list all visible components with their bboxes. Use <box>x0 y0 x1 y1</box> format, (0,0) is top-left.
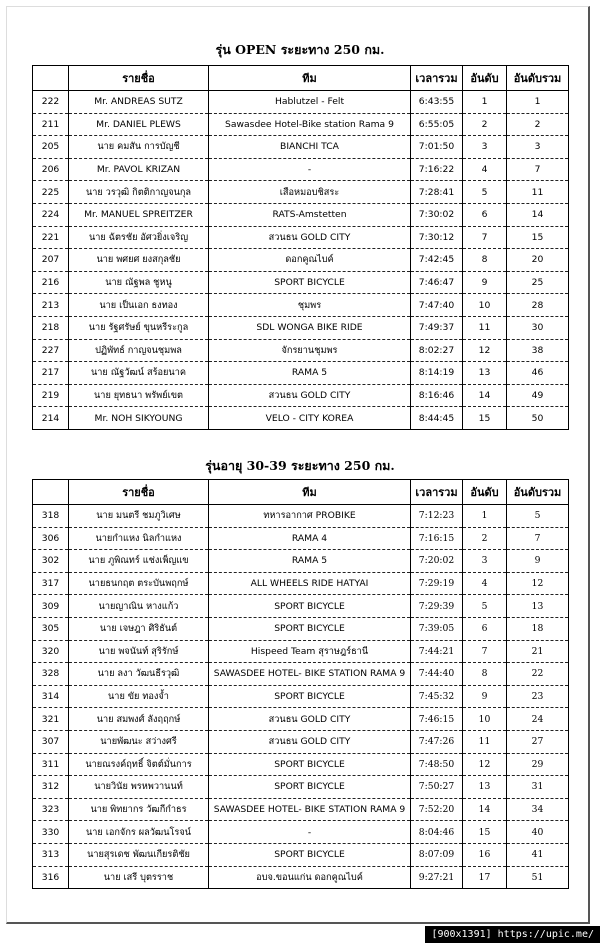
team-name-cell: Hispeed Team สุราษฎร์ธานี <box>209 640 411 663</box>
total-time-cell: 7:47:26 <box>411 730 463 753</box>
overall-rank-cell: 1 <box>507 91 569 114</box>
table-row <box>33 226 569 249</box>
rider-name-cell: นาย เสรี บุตรราช <box>69 866 209 889</box>
bib-number-cell: 211 <box>33 113 69 136</box>
total-time-cell: 8:02:27 <box>411 339 463 362</box>
overall-rank-cell: 25 <box>507 271 569 294</box>
class-rank-cell: 13 <box>463 776 507 799</box>
overall-rank-cell: 20 <box>507 249 569 272</box>
total-time-cell: 7:20:02 <box>411 550 463 573</box>
bib-number-cell: 219 <box>33 384 69 407</box>
column-header: อันดับรวม <box>507 480 569 505</box>
bib-number-cell: 224 <box>33 203 69 226</box>
table-row <box>33 866 569 889</box>
overall-rank-cell: 40 <box>507 821 569 844</box>
table-row <box>33 316 569 339</box>
team-name-cell: - <box>209 158 411 181</box>
team-name-cell: SDL WONGA BIKE RIDE <box>209 316 411 339</box>
bib-number-cell: 328 <box>33 663 69 686</box>
class-rank-cell: 11 <box>463 730 507 753</box>
table-row <box>33 730 569 753</box>
overall-rank-cell: 23 <box>507 685 569 708</box>
table-row <box>33 550 569 573</box>
bib-number-cell: 321 <box>33 708 69 731</box>
table-row <box>33 113 569 136</box>
total-time-cell: 7:50:27 <box>411 776 463 799</box>
bib-number-cell: 318 <box>33 505 69 528</box>
column-header: ทีม <box>209 66 411 91</box>
team-name-cell: SPORT BICYCLE <box>209 595 411 618</box>
table-row <box>33 339 569 362</box>
rider-name-cell: นาย วรวุฒิ กิตติกาญจนกุล <box>69 181 209 204</box>
bib-number-cell: 312 <box>33 776 69 799</box>
class-rank-cell: 5 <box>463 595 507 618</box>
image-host-footer: [900x1391] https://upic.me/ <box>425 926 600 943</box>
overall-rank-cell: 49 <box>507 384 569 407</box>
team-name-cell: SPORT BICYCLE <box>209 617 411 640</box>
bib-number-cell: 216 <box>33 271 69 294</box>
team-name-cell: จักรยานชุมพร <box>209 339 411 362</box>
column-header: อันดับ <box>463 66 507 91</box>
total-time-cell: 7:42:45 <box>411 249 463 272</box>
bib-number-cell: 222 <box>33 91 69 114</box>
class-rank-cell: 12 <box>463 753 507 776</box>
total-time-cell: 9:27:21 <box>411 866 463 889</box>
team-name-cell: สวนธน GOLD CITY <box>209 384 411 407</box>
bib-number-cell: 307 <box>33 730 69 753</box>
overall-rank-cell: 30 <box>507 316 569 339</box>
table-row <box>33 384 569 407</box>
total-time-cell: 8:04:46 <box>411 821 463 844</box>
table-row <box>33 663 569 686</box>
overall-rank-cell: 38 <box>507 339 569 362</box>
column-header <box>33 66 69 91</box>
team-name-cell: ALL WHEELS RIDE HATYAI <box>209 572 411 595</box>
table-row <box>33 91 569 114</box>
total-time-cell: 7:52:20 <box>411 798 463 821</box>
team-name-cell: RATS-Amstetten <box>209 203 411 226</box>
class-rank-cell: 9 <box>463 685 507 708</box>
bib-number-cell: 225 <box>33 181 69 204</box>
team-name-cell: RAMA 5 <box>209 550 411 573</box>
team-name-cell: ทหารอากาศ PROBIKE <box>209 505 411 528</box>
rider-name-cell: นาย สมพงศ์ ลังฤฤกษ์ <box>69 708 209 731</box>
total-time-cell: 7:16:22 <box>411 158 463 181</box>
rider-name-cell: นาย ยุทธนา พรัพย์เขต <box>69 384 209 407</box>
bib-number-cell: 207 <box>33 249 69 272</box>
overall-rank-cell: 7 <box>507 527 569 550</box>
team-name-cell: BIANCHI TCA <box>209 136 411 159</box>
rider-name-cell: นายกำแหง นิลกำแหง <box>69 527 209 550</box>
rider-name-cell: นายพัฒนะ สว่างศรี <box>69 730 209 753</box>
total-time-cell: 7:48:50 <box>411 753 463 776</box>
bib-number-cell: 206 <box>33 158 69 181</box>
rider-name-cell: นาย ฉัตรชัย อัศวยิ่งเจริญ <box>69 226 209 249</box>
class-rank-cell: 14 <box>463 384 507 407</box>
team-name-cell: ชุมพร <box>209 294 411 317</box>
table-header-row <box>33 480 569 505</box>
total-time-cell: 7:45:32 <box>411 685 463 708</box>
rider-name-cell: นาย ณัฐวัฒน์ สร้อยนาค <box>69 362 209 385</box>
class-rank-cell: 2 <box>463 113 507 136</box>
bib-number-cell: 214 <box>33 407 69 430</box>
bib-number-cell: 221 <box>33 226 69 249</box>
rider-name-cell: ปฏิพัทธ์ กาญจนชุมพล <box>69 339 209 362</box>
total-time-cell: 6:55:05 <box>411 113 463 136</box>
total-time-cell: 8:14:19 <box>411 362 463 385</box>
overall-rank-cell: 3 <box>507 136 569 159</box>
class-rank-cell: 7 <box>463 226 507 249</box>
overall-rank-cell: 12 <box>507 572 569 595</box>
column-header: อันดับ <box>463 480 507 505</box>
column-header: เวลารวม <box>411 66 463 91</box>
overall-rank-cell: 13 <box>507 595 569 618</box>
table-row <box>33 640 569 663</box>
rider-name-cell: นายสุรเดช พัฒนเกียรติชัย <box>69 843 209 866</box>
bib-number-cell: 305 <box>33 617 69 640</box>
rider-name-cell: Mr. MANUEL SPREITZER <box>69 203 209 226</box>
bib-number-cell: 314 <box>33 685 69 708</box>
section-title-open: รุ่น OPEN ระยะทาง 250 กม. <box>215 42 385 57</box>
class-rank-cell: 16 <box>463 843 507 866</box>
team-name-cell: สวนธน GOLD CITY <box>209 730 411 753</box>
total-time-cell: 7:49:37 <box>411 316 463 339</box>
rider-name-cell: นาย คมสัน การบัญชี <box>69 136 209 159</box>
overall-rank-cell: 11 <box>507 181 569 204</box>
bib-number-cell: 323 <box>33 798 69 821</box>
total-time-cell: 6:43:55 <box>411 91 463 114</box>
table-row <box>33 708 569 731</box>
rider-name-cell: Mr. ANDREAS SUTZ <box>69 91 209 114</box>
table-row <box>33 294 569 317</box>
table-row <box>33 753 569 776</box>
total-time-cell: 7:12:23 <box>411 505 463 528</box>
bib-number-cell: 205 <box>33 136 69 159</box>
rider-name-cell: นาย พิทยากร วัฒกีกำธร <box>69 798 209 821</box>
table-row <box>33 249 569 272</box>
rider-name-cell: Mr. PAVOL KRIZAN <box>69 158 209 181</box>
rider-name-cell: นาย ขัย ทองจ้ำ <box>69 685 209 708</box>
rider-name-cell: นายณรงค์ฤทธิ์ จิตต์มั่นการ <box>69 753 209 776</box>
column-header: อันดับรวม <box>507 66 569 91</box>
rider-name-cell: นาย รัฐศรัษย์ ขุนหรีระกูล <box>69 316 209 339</box>
overall-rank-cell: 5 <box>507 505 569 528</box>
team-name-cell: Hablutzel - Felt <box>209 91 411 114</box>
class-rank-cell: 1 <box>463 505 507 528</box>
overall-rank-cell: 21 <box>507 640 569 663</box>
team-name-cell: SPORT BICYCLE <box>209 685 411 708</box>
team-name-cell: SPORT BICYCLE <box>209 843 411 866</box>
class-rank-cell: 5 <box>463 181 507 204</box>
results-table-open <box>32 65 569 430</box>
class-rank-cell: 1 <box>463 91 507 114</box>
rider-name-cell: นาย พศยศ ยงสกุลชัย <box>69 249 209 272</box>
table-row <box>33 572 569 595</box>
column-header: เวลารวม <box>411 480 463 505</box>
table-row <box>33 776 569 799</box>
class-rank-cell: 9 <box>463 271 507 294</box>
total-time-cell: 7:46:15 <box>411 708 463 731</box>
bib-number-cell: 302 <box>33 550 69 573</box>
overall-rank-cell: 41 <box>507 843 569 866</box>
team-name-cell: SPORT BICYCLE <box>209 753 411 776</box>
total-time-cell: 7:44:40 <box>411 663 463 686</box>
class-rank-cell: 4 <box>463 158 507 181</box>
table-row <box>33 821 569 844</box>
overall-rank-cell: 31 <box>507 776 569 799</box>
table-row <box>33 527 569 550</box>
class-rank-cell: 3 <box>463 550 507 573</box>
overall-rank-cell: 9 <box>507 550 569 573</box>
bib-number-cell: 227 <box>33 339 69 362</box>
results-table-age-30-39 <box>32 479 569 889</box>
class-rank-cell: 11 <box>463 316 507 339</box>
table-row <box>33 407 569 430</box>
rider-name-cell: นาย เอกจักร ผลวัฒนโรจน์ <box>69 821 209 844</box>
bib-number-cell: 309 <box>33 595 69 618</box>
total-time-cell: 8:16:46 <box>411 384 463 407</box>
class-rank-cell: 10 <box>463 294 507 317</box>
class-rank-cell: 4 <box>463 572 507 595</box>
overall-rank-cell: 51 <box>507 866 569 889</box>
overall-rank-cell: 22 <box>507 663 569 686</box>
total-time-cell: 8:07:09 <box>411 843 463 866</box>
column-header: รายชื่อ <box>69 480 209 505</box>
table-row <box>33 203 569 226</box>
bib-number-cell: 320 <box>33 640 69 663</box>
rider-name-cell: นาย ลงา วัฒนธีรวุฒิ <box>69 663 209 686</box>
rider-name-cell: นายวินัย พรหพวานนท์ <box>69 776 209 799</box>
bib-number-cell: 316 <box>33 866 69 889</box>
overall-rank-cell: 29 <box>507 753 569 776</box>
bib-number-cell: 213 <box>33 294 69 317</box>
total-time-cell: 7:44:21 <box>411 640 463 663</box>
bib-number-cell: 317 <box>33 572 69 595</box>
total-time-cell: 7:16:15 <box>411 527 463 550</box>
total-time-cell: 7:47:40 <box>411 294 463 317</box>
total-time-cell: 7:28:41 <box>411 181 463 204</box>
column-header <box>33 480 69 505</box>
table-row <box>33 505 569 528</box>
class-rank-cell: 13 <box>463 362 507 385</box>
table-row <box>33 158 569 181</box>
team-name-cell: ดอกคูณไบค์ <box>209 249 411 272</box>
total-time-cell: 7:30:12 <box>411 226 463 249</box>
rider-name-cell: นายญาณิน หางแก้ว <box>69 595 209 618</box>
bib-number-cell: 218 <box>33 316 69 339</box>
overall-rank-cell: 2 <box>507 113 569 136</box>
team-name-cell: - <box>209 821 411 844</box>
table-row <box>33 685 569 708</box>
total-time-cell: 7:29:39 <box>411 595 463 618</box>
class-rank-cell: 15 <box>463 407 507 430</box>
total-time-cell: 7:01:50 <box>411 136 463 159</box>
bib-number-cell: 330 <box>33 821 69 844</box>
rider-name-cell: นาย ณัฐพล ชูหนู <box>69 271 209 294</box>
rider-name-cell: นาย เป็นเอก ธงทอง <box>69 294 209 317</box>
table-row <box>33 798 569 821</box>
table-row <box>33 843 569 866</box>
column-header: รายชื่อ <box>69 66 209 91</box>
class-rank-cell: 12 <box>463 339 507 362</box>
table-row <box>33 617 569 640</box>
class-rank-cell: 17 <box>463 866 507 889</box>
class-rank-cell: 14 <box>463 798 507 821</box>
team-name-cell: RAMA 4 <box>209 527 411 550</box>
total-time-cell: 7:29:19 <box>411 572 463 595</box>
overall-rank-cell: 27 <box>507 730 569 753</box>
section-title-age-30-39: รุ่นอายุ 30-39 ระยะทาง 250 กม. <box>205 458 395 473</box>
total-time-cell: 7:46:47 <box>411 271 463 294</box>
team-name-cell: SAWASDEE HOTEL- BIKE STATION RAMA 9 <box>209 798 411 821</box>
class-rank-cell: 8 <box>463 249 507 272</box>
class-rank-cell: 3 <box>463 136 507 159</box>
overall-rank-cell: 50 <box>507 407 569 430</box>
class-rank-cell: 6 <box>463 617 507 640</box>
team-name-cell: SPORT BICYCLE <box>209 776 411 799</box>
team-name-cell: สวนธน GOLD CITY <box>209 708 411 731</box>
overall-rank-cell: 24 <box>507 708 569 731</box>
rider-name-cell: Mr. NOH SIKYOUNG <box>69 407 209 430</box>
overall-rank-cell: 14 <box>507 203 569 226</box>
column-header: ทีม <box>209 480 411 505</box>
table-row <box>33 136 569 159</box>
team-name-cell: Sawasdee Hotel-Bike station Rama 9 <box>209 113 411 136</box>
rider-name-cell: Mr. DANIEL PLEWS <box>69 113 209 136</box>
total-time-cell: 8:44:45 <box>411 407 463 430</box>
class-rank-cell: 6 <box>463 203 507 226</box>
overall-rank-cell: 18 <box>507 617 569 640</box>
rider-name-cell: นาย พจนันท์ สุริรักษ์ <box>69 640 209 663</box>
team-name-cell: สวนธน GOLD CITY <box>209 226 411 249</box>
team-name-cell: SPORT BICYCLE <box>209 271 411 294</box>
class-rank-cell: 15 <box>463 821 507 844</box>
bib-number-cell: 313 <box>33 843 69 866</box>
total-time-cell: 7:39:05 <box>411 617 463 640</box>
rider-name-cell: นายธนกฤต ตระบันพฤกษ์ <box>69 572 209 595</box>
team-name-cell: VELO - CITY KOREA <box>209 407 411 430</box>
overall-rank-cell: 46 <box>507 362 569 385</box>
rider-name-cell: นาย มนตรี ชมภูวิเศษ <box>69 505 209 528</box>
table-header-row <box>33 66 569 91</box>
class-rank-cell: 10 <box>463 708 507 731</box>
overall-rank-cell: 7 <box>507 158 569 181</box>
table-row <box>33 362 569 385</box>
rider-name-cell: นาย ภูพิณทร์ แช่งเพ็ญแข <box>69 550 209 573</box>
bib-number-cell: 306 <box>33 527 69 550</box>
class-rank-cell: 7 <box>463 640 507 663</box>
table-row <box>33 181 569 204</box>
overall-rank-cell: 34 <box>507 798 569 821</box>
team-name-cell: SAWASDEE HOTEL- BIKE STATION RAMA 9 <box>209 663 411 686</box>
team-name-cell: อบจ.ขอนแก่น ดอกคูณไบค์ <box>209 866 411 889</box>
table-row <box>33 271 569 294</box>
class-rank-cell: 2 <box>463 527 507 550</box>
overall-rank-cell: 15 <box>507 226 569 249</box>
team-name-cell: เสือหมอบชิสระ <box>209 181 411 204</box>
overall-rank-cell: 28 <box>507 294 569 317</box>
bib-number-cell: 311 <box>33 753 69 776</box>
team-name-cell: RAMA 5 <box>209 362 411 385</box>
bib-number-cell: 217 <box>33 362 69 385</box>
total-time-cell: 7:30:02 <box>411 203 463 226</box>
rider-name-cell: นาย เจษฎา ศิริธันต์ <box>69 617 209 640</box>
table-row <box>33 595 569 618</box>
class-rank-cell: 8 <box>463 663 507 686</box>
